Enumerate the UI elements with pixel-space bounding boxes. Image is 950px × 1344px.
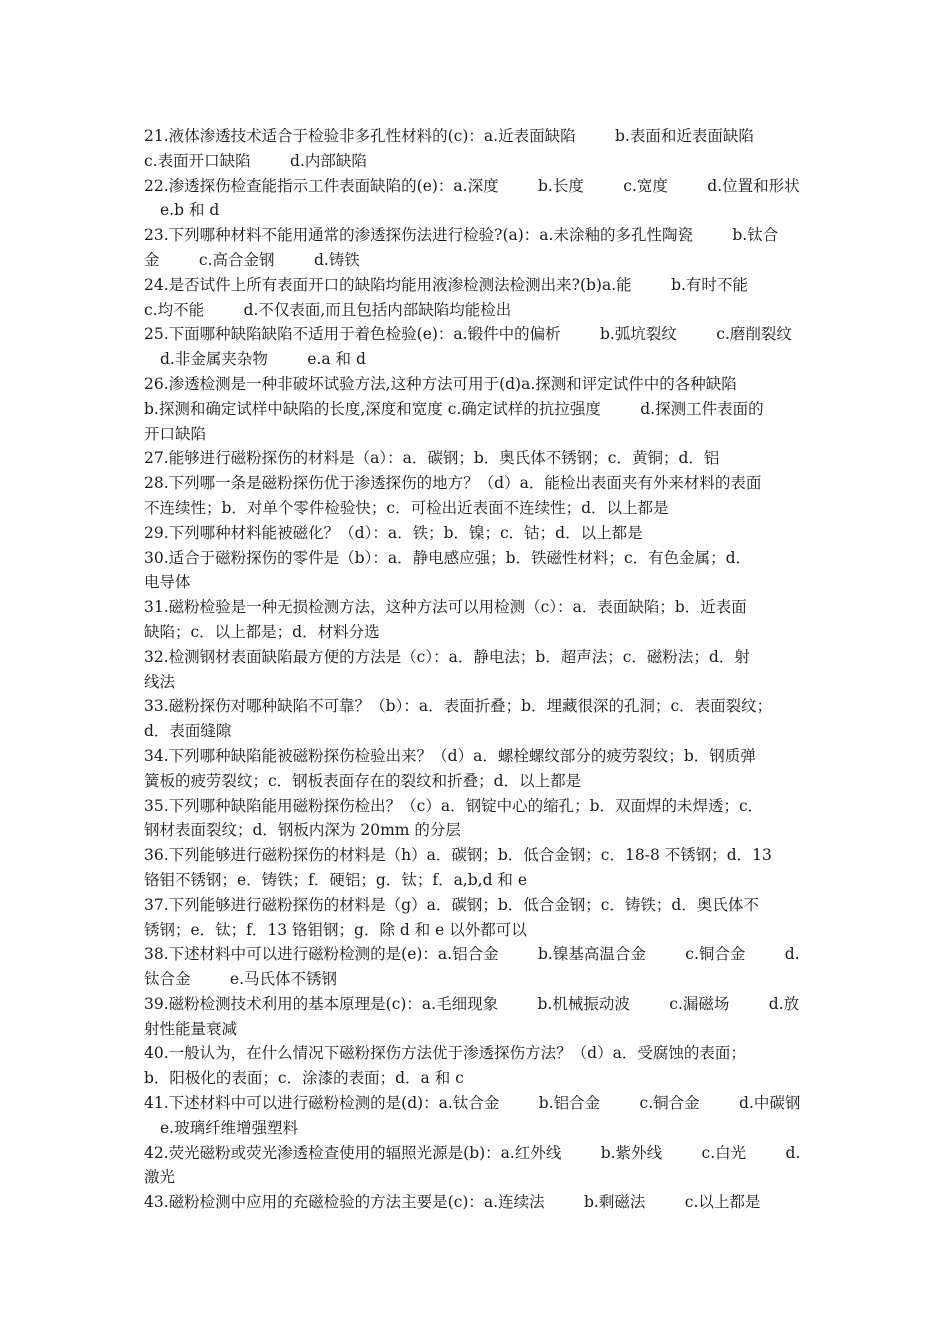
text-line: 33.磁粉探伤对哪种缺陷不可靠？（b）：a．表面折叠；b．埋藏很深的孔洞；c．表面裂纹； (144, 697, 773, 716)
text-line: 36.下列能够进行磁粉探伤的材料是（h）a．碳钢；b．低合金钢；c．18-8 不锈钢；d．13 (144, 846, 772, 865)
text-line: 缺陷；c．以上都是；d．材料分选 (144, 622, 380, 641)
text-line: 38.下述材料中可以进行磁粉检测的是(e)：a.铝合金 b.镍基高温合金 c.铜合金 d. (144, 945, 800, 964)
question-list (144, 124, 816, 1215)
text-line: 25.下面哪种缺陷缺陷不适用于着色检验(e)：a.锻件中的偏析 b.弧坑裂纹 c.磨削裂纹 (144, 325, 792, 344)
text-line: b.探测和确定试样中缺陷的长度,深度和宽度 c.确定试样的抗拉强度 d.探测工件表面的 (144, 399, 764, 418)
text-line: 24.是否试件上所有表面开口的缺陷均能用液渗检测法检测出来?(b)a.能 b.有时不能 (144, 275, 748, 294)
text-line: 23.下列哪种材料不能用通常的渗透探伤法进行检验?(a)：a.未涂釉的多孔性陶瓷 b.钛合 (144, 226, 779, 245)
text-line: 34.下列哪种缺陷能被磁粉探伤检验出来？（d）a．螺栓螺纹部分的疲劳裂纹；b．钢质弹 (144, 746, 756, 765)
text-line: b．阳极化的表面；c．涂漆的表面；d．a 和 c (144, 1069, 464, 1088)
text-line: c.均不能 d.不仅表面,而且包括内部缺陷均能检出 (144, 300, 512, 319)
text-line: 激光 (144, 1168, 176, 1187)
text-line: 射性能量衰减 (144, 1019, 238, 1038)
text-line: 41.下述材料中可以进行磁粉检测的是(d)：a.钛合金 b.铝合金 c.铜合金 d.中碳钢 (144, 1094, 801, 1113)
text-line: 43.磁粉检测中应用的充磁检验的方法主要是(c)：a.连续法 b.剩磁法 c.以上都是 (144, 1193, 761, 1212)
text-line: 电导体 (144, 573, 191, 592)
text-line: 42.荧光磁粉或荧光渗透检查使用的辐照光源是(b)：a.红外线 b.紫外线 c.白光 d. (144, 1143, 801, 1162)
text-line: e.b 和 d (160, 201, 220, 220)
text-line: d.非金属夹杂物 e.a 和 d (160, 350, 366, 369)
text-line: 线法 (144, 672, 176, 691)
text-line: 开口缺陷 (144, 424, 207, 443)
text-line: 簧板的疲劳裂纹；c．钢板表面存在的裂纹和折叠；d．以上都是 (144, 771, 582, 790)
text-line: 不连续性；b．对单个零件检验快；c．可检出近表面不连续性；d．以上都是 (144, 498, 669, 517)
text-line: 39.磁粉检测技术利用的基本原理是(c)：a.毛细现象 b.机械振动波 c.漏磁场 d.放 (144, 994, 800, 1013)
text-line: 22.渗透探伤检查能指示工件表面缺陷的(e)：a.深度 b.长度 c.宽度 d.位置和形状 (144, 176, 800, 195)
text-line: 35.下列哪种缺陷能用磁粉探伤检出？（c）a．钢锭中心的缩孔；b．双面焊的未焊透；c． (144, 796, 764, 815)
text-line: d．表面缝隙 (144, 722, 232, 741)
text-line: 27.能够进行磁粉探伤的材料是（a）：a．碳钢；b．奥氏体不锈钢；c．黄铜；d．铝 (144, 449, 720, 468)
text-line: 锈钢；e．钛；f．13 铬钼钢；g．除 d 和 e 以外都可以 (144, 920, 527, 939)
text-line: 40.一般认为，在什么情况下磁粉探伤方法优于渗透探伤方法？（d）a．受腐蚀的表面； (144, 1044, 746, 1063)
text-line: 钛合金 e.马氏体不锈钢 (144, 970, 338, 989)
text-line: 30.适合于磁粉探伤的零件是（b）：a．静电感应强；b．铁磁性材料；c．有色金属；d． (144, 548, 752, 567)
text-line: 金 c.高合金钢 d.铸铁 (144, 250, 360, 269)
text-line: c.表面开口缺陷 d.内部缺陷 (144, 151, 367, 170)
text-line: 29.下列哪种材料能被磁化？（d）：a．铁；b．镍；c．钴；d．以上都是 (144, 523, 643, 542)
text-line: 铬钼不锈钢；e．铸铁；f．硬铝；g．钛；f．a,b,d 和 e (144, 870, 528, 889)
text-line: 28.下列哪一条是磁粉探伤优于渗透探伤的地方？（d）a．能检出表面夹有外来材料的表面 (144, 474, 762, 493)
text-line: 32.检测钢材表面缺陷最方便的方法是（c）：a．静电法；b．超声法；c．磁粉法；d．射 (144, 647, 750, 666)
text-line: e.玻璃纤维增强塑料 (160, 1118, 299, 1137)
text-line: 21.液体渗透技术适合于检验非多孔性材料的(c)：a.近表面缺陷 b.表面和近表面缺陷 (144, 127, 754, 145)
text-line: 26.渗透检测是一种非破坏试验方法,这种方法可用于(d)a.探测和评定试件中的各种缺陷 (144, 374, 737, 393)
text-line: 37.下列能够进行磁粉探伤的材料是（g）a．碳钢；b．低合金钢；c．铸铁；d．奥氏体不 (144, 895, 759, 914)
text-line: 钢材表面裂纹；d．钢板内深为 20mm 的分层 (144, 821, 461, 840)
text-line: 31.磁粉检验是一种无损检测方法，这种方法可以用检测（c）：a．表面缺陷；b．近表面 (144, 598, 747, 617)
